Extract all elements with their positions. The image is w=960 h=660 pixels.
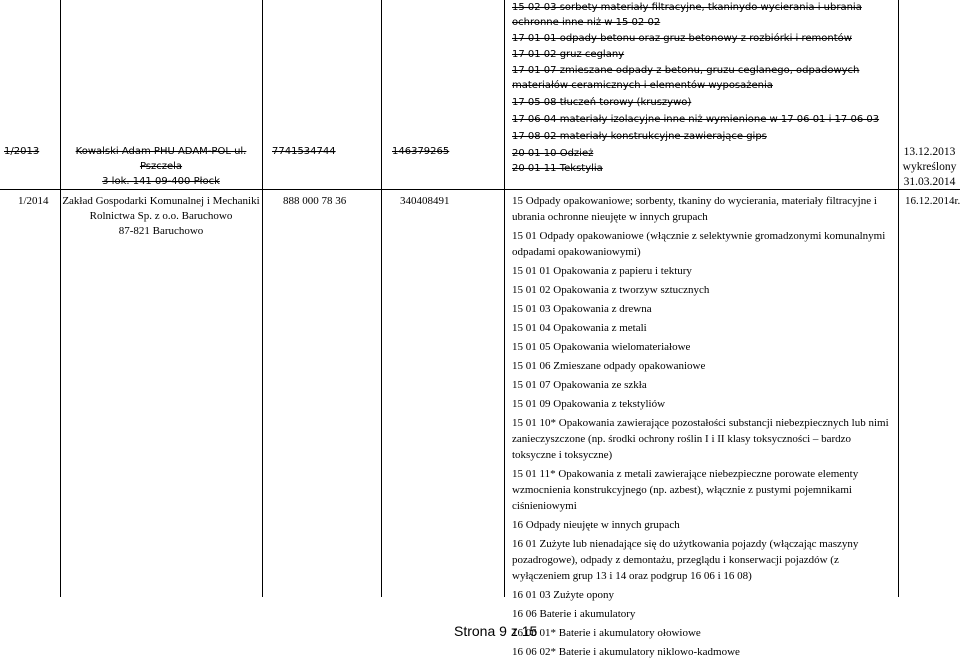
table-border (504, 0, 505, 597)
waste-item: 15 01 01 Opakowania z papieru i tektury (512, 265, 692, 277)
entry-nr: 1/2014 (18, 195, 49, 207)
entry-date: 13.12.2013 (903, 146, 956, 158)
waste-item: 15 01 03 Opakowania z drewna (512, 303, 652, 315)
waste-line: 20 01 10 Odzież (512, 148, 594, 159)
waste-line: 17 01 02 gruz ceglany (512, 49, 625, 60)
waste-item: 16 01 Zużyte lub nienadające się do użytkowania pojazdy (włączając maszyny pozadrogowe), odpady z demontażu, przeglądu i konserwacji pojazdów (z wyłączeniem grup 13 i 14 oraz podgrup 16 06 i 16 08) (512, 538, 859, 582)
table-border (381, 0, 382, 597)
removed-entry-regon: 146379265 (392, 146, 450, 157)
status-label: wykreślony (902, 161, 957, 173)
waste-item: 15 01 09 Opakowania z tekstyliów (512, 398, 666, 410)
removed-waste-list-top (512, 0, 892, 144)
waste-item: 15 01 05 Opakowania wielomateriałowe (512, 341, 691, 353)
waste-line: ochronne inne niż w 15 02 02 (512, 17, 661, 28)
removed-waste-list (512, 146, 892, 176)
company-name: Kowalski Adam PHU ADAM-POL ul. Pszczela (75, 146, 247, 172)
waste-item: 16 06 01* Baterie i akumulatory ołowiowe (512, 627, 701, 639)
waste-line: 15 02 03 sorbety materiały filtracyjne, tkaninydo wycierania i ubrania (512, 2, 862, 13)
waste-line: 17 01 01 odpady betonu oraz gruz betonowy z rozbiórki i remontów (512, 33, 852, 44)
waste-item: 15 01 06 Zmieszane odpady opakowaniowe (512, 360, 706, 372)
removed-entry-dates (899, 145, 960, 190)
waste-line: 17 08 02 materiały konstrukcyjne zawierające gips (512, 131, 767, 142)
entry-company (62, 194, 260, 239)
entry-date: 16.12.2014r. (905, 195, 960, 207)
waste-item: 15 01 11* Opakowania z metali zawierające niebezpieczne porowate elementy wzmocnienia konstrukcyjnego (np. azbest), włącznie z pustymi pojemnikami ciśnieniowymi (512, 468, 859, 512)
removal-date: 31.03.2014 (903, 176, 956, 188)
waste-line: 17 05 08 tłuczeń torowy (kruszywo) (512, 97, 692, 108)
waste-line: 20 01 11 Tekstylia (512, 163, 603, 174)
waste-item: 15 01 02 Opakowania z tworzyw sztucznych (512, 284, 710, 296)
waste-item: 15 Odpady opakowaniowe; sorbenty, tkaniny do wycierania, materiały filtracyjne i ubrania ochronne nieujęte w innych grupach (512, 195, 877, 223)
waste-code-list (512, 193, 894, 660)
company-address: 3 lok. 141 09-400 Płock (102, 176, 220, 187)
company-name-line: Rolnictwa Sp. z o.o. Baruchowo (89, 210, 233, 222)
waste-item: 15 01 07 Opakowania ze szkła (512, 379, 647, 391)
waste-item: 16 06 02* Baterie i akumulatory niklowo-kadmowe (512, 646, 740, 658)
waste-item: 15 01 04 Opakowania z metali (512, 322, 647, 334)
waste-item: 16 Odpady nieujęte w innych grupach (512, 519, 680, 531)
waste-line: 17 06 04 materiały izolacyjne inne niż wymienione w 17 06 01 i 17 06 03 (512, 114, 880, 125)
waste-item: 15 01 10* Opakowania zawierające pozostałości substancji niebezpiecznych lub nimi zanieczyszczone (np. środki ochrony roślin I i II klasy toksyczności – bardzo toksyczne i toksyczne) (512, 417, 889, 461)
company-name-line: Zakład Gospodarki Komunalnej i Mechaniki (62, 195, 260, 207)
page-number: Strona 9 z 15 (454, 623, 538, 639)
entry-regon: 340408491 (400, 195, 450, 207)
entry-nip: 888 000 78 36 (283, 195, 347, 207)
waste-item: 16 06 Baterie i akumulatory (512, 608, 636, 620)
row-divider (0, 189, 960, 190)
table-border (898, 0, 899, 597)
table-border (262, 0, 263, 597)
waste-item: 16 01 03 Zużyte opony (512, 589, 615, 601)
removed-entry-nip: 7741534744 (272, 146, 336, 157)
removed-entry-nr: 1/2013 (4, 146, 40, 157)
waste-item: 15 01 Odpady opakowaniowe (włącznie z selektywnie gromadzonymi komunalnymi odpadami opakowaniowymi) (512, 230, 886, 258)
waste-line: 17 01 07 zmieszane odpady z betonu, gruzu ceglanego, odpadowych (512, 65, 860, 76)
waste-line: materiałów ceramicznych i elementów wyposażenia (512, 80, 773, 91)
table-border (60, 0, 61, 597)
removed-entry-company (62, 144, 260, 189)
company-address: 87-821 Baruchowo (118, 225, 204, 237)
